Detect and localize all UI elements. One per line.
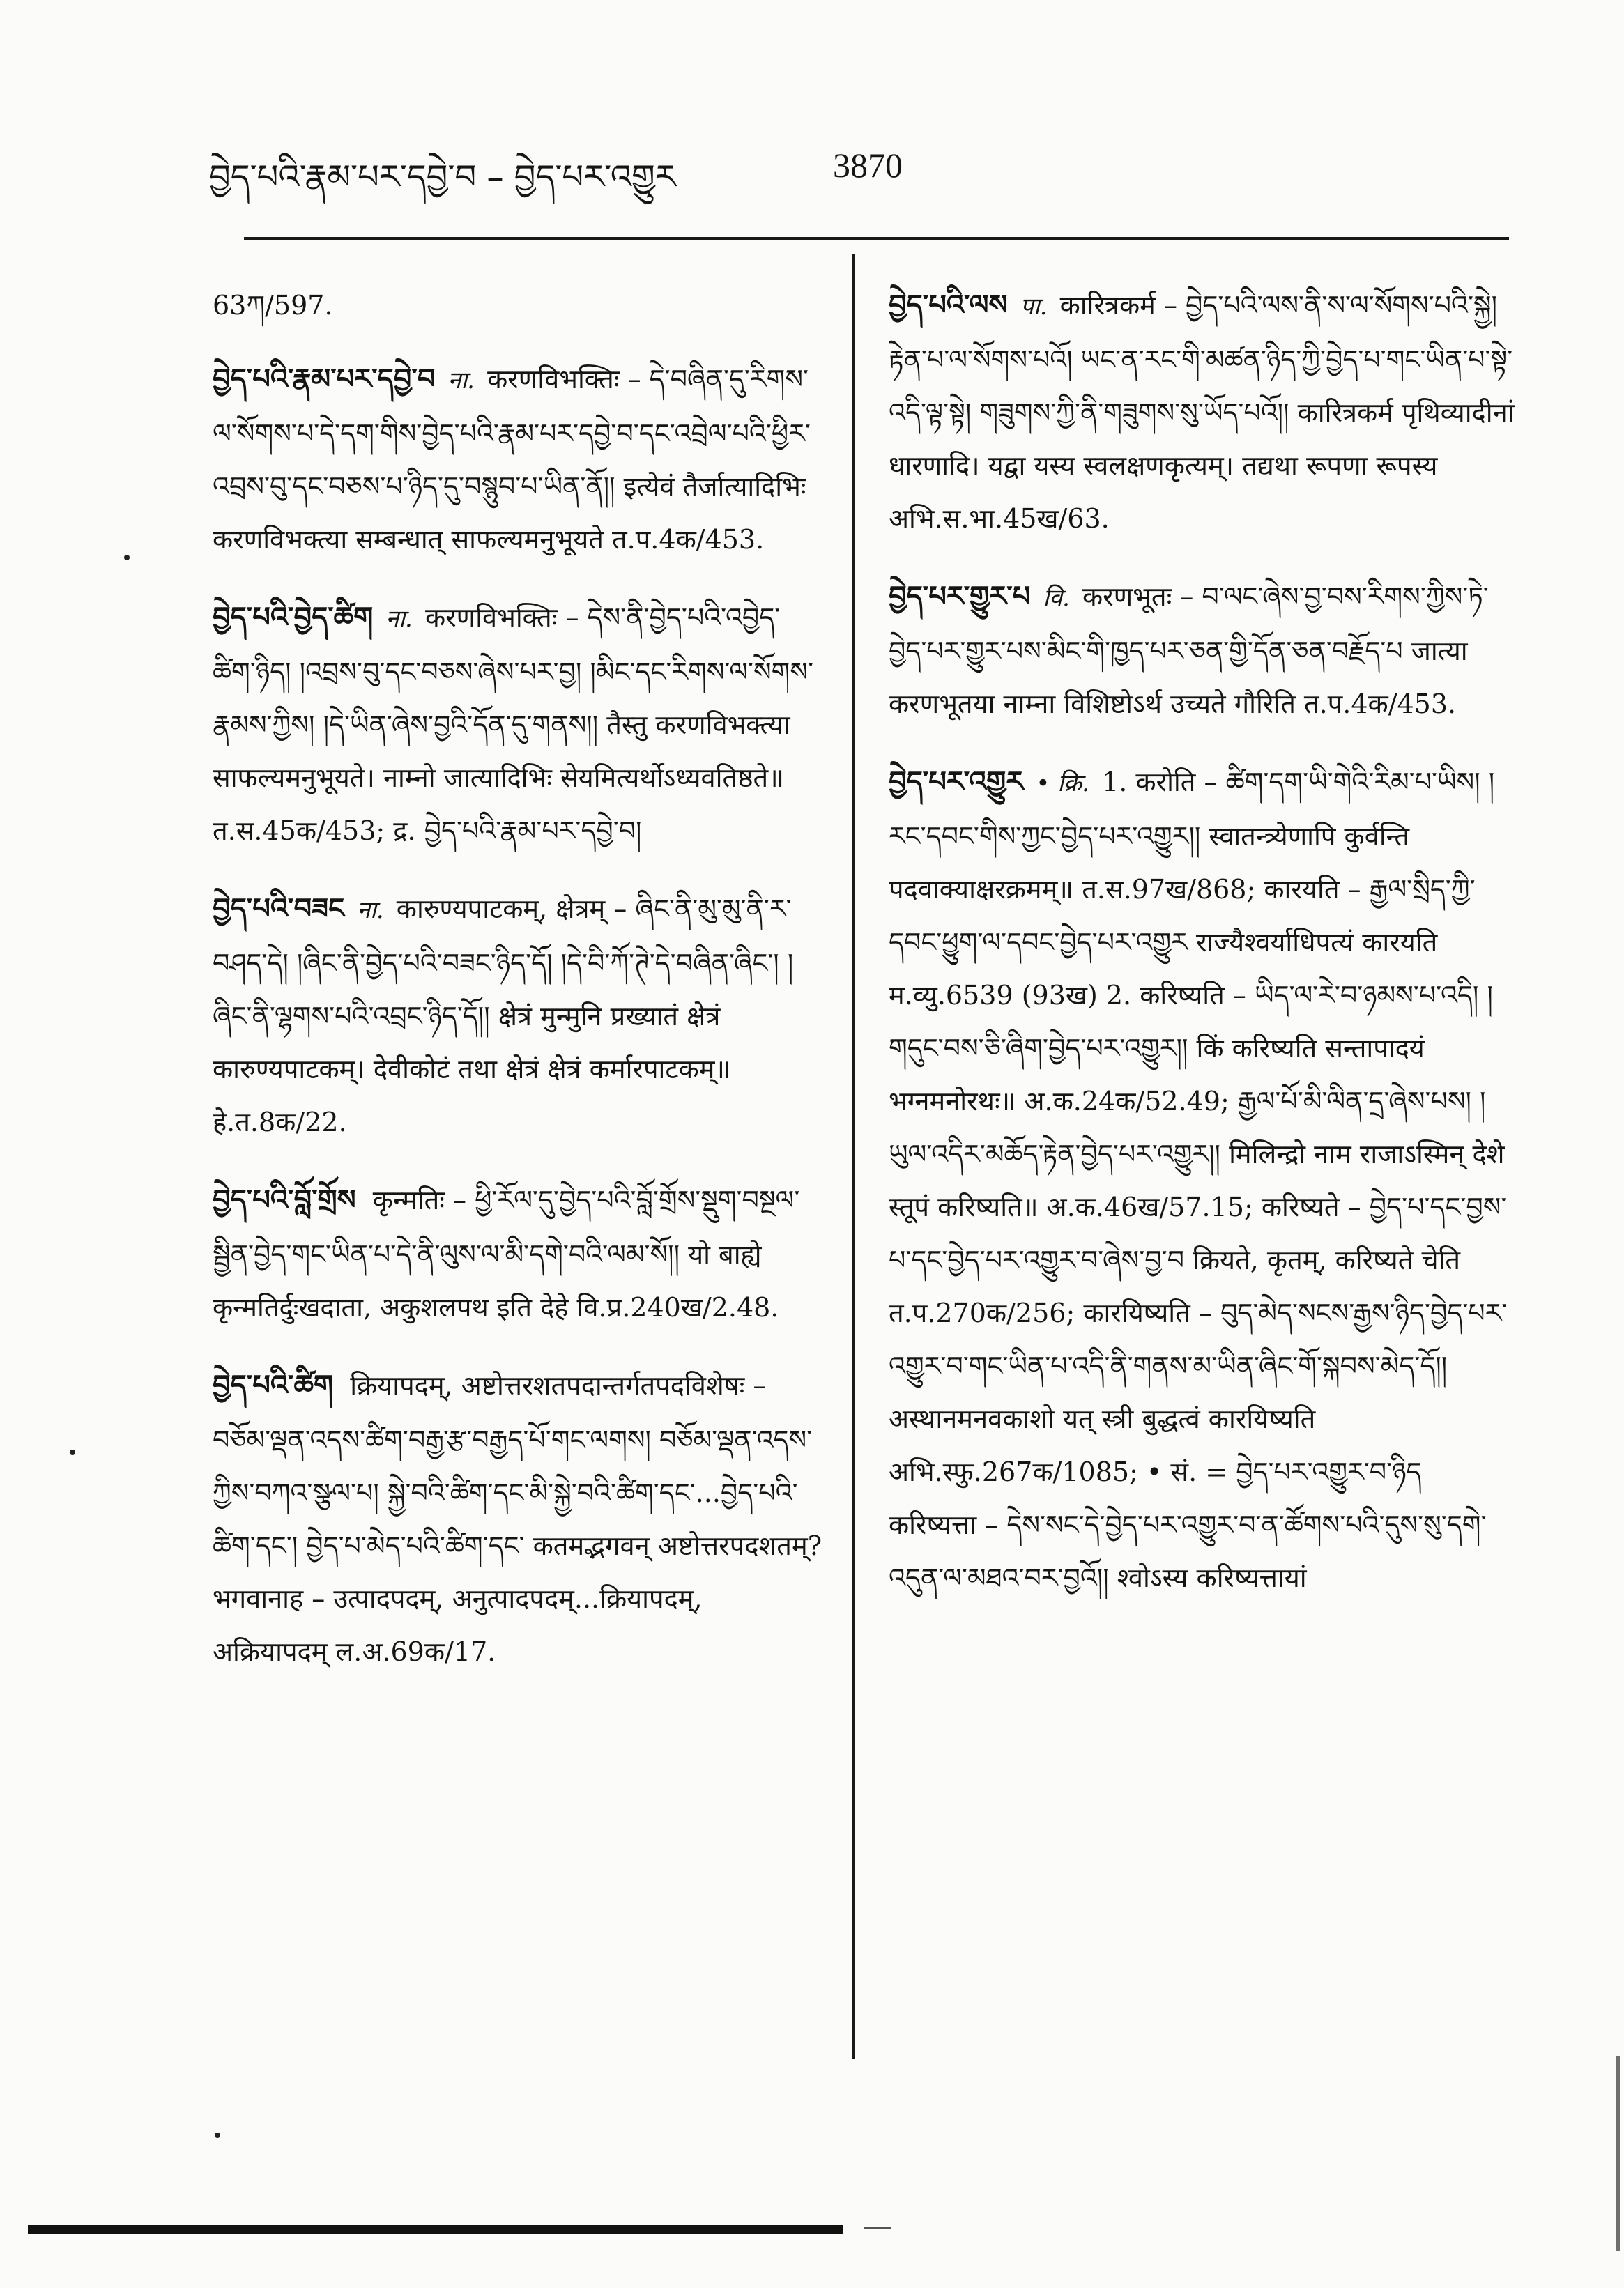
entry-body: करणविभक्तिः – དེས་ནི་བྱེད་པའི་འབྱེད་ཚིག་ཉིད། །འབྲས་བུ་དང་བཅས་ཞེས་པར་བྱ། །མིང་དང་རིགས་ལ་སོགས་རྣམས་ཀྱིས། །དེ་ཡིན་ཞེས་བྱའི་དོན་དུ་གནས།། तैस्तु करणविभक्त्या साफल्यमनुभूयते। नाम्नो जात्यादिभिः सेयमित्यर्थोऽध्यवतिष्ठते॥ त.स.45क/453; द्र. བྱེད་པའི་རྣམ་པར་དབྱེ་བ། <box>213 602 814 846</box>
left-column <box>213 279 822 1703</box>
entry-pos-abbr <box>342 1373 350 1401</box>
dictionary-entry <box>213 1359 822 1678</box>
bottom-rule <box>28 2225 843 2234</box>
entry-body: करणविभक्तिः – དེ་བཞིན་དུ་རིགས་ལ་སོགས་པ་དེ་དག་གིས་བྱེད་པའི་རྣམ་པར་དབྱེ་བ་དང་འབྲེལ་པའི་ཕྱིར་འབྲས་བུ་དང་བཅས་པ་ཉིད་དུ་བསྙུབ་པ་ཡིན་ནོ།། इत्येवं तैर्जात्यादिभिः करणविभक्त्या सम्बन्धात् साफल्यमनुभूयते त.प.4क/453. <box>213 364 811 555</box>
dictionary-entry <box>213 591 822 857</box>
entry-pos-abbr: ना. <box>385 605 413 633</box>
column-divider <box>852 254 855 2059</box>
entry-body: 1. करोति – ཚིག་དག་ཡི་གེའི་རིམ་པ་ཡིས། །རང་དབང་གིས་ཀྱང་བྱེད་པར་འགྱུར།། स्वातन्त्र्येणापि कुर्वन्ति पदवाक्याक्षरक्रमम्॥ त.स.97ख/868; कारयति – རྒྱལ་སྲིད་ཀྱི་དབང་ཕྱུག་ལ་དབང་བྱེད་པར་འགྱུར राज्यैश्वर्याधिपत्यं कारयति म.व्यु.6539 (93ख) 2. करिष्यति – ཡིད་ལ་རེ་བ་ཉམས་པ་འདི། །གདུང་བས་ཅི་ཞིག་བྱེད་པར་འགྱུར།། किं करिष्यति सन्तापादयं भग्नमनोरथः॥ अ.क.24क/52.49; རྒྱལ་པོ་མི་ལིན་དྲ་ཞེས་པས། །ཡུལ་འདིར་མཆོད་རྟེན་བྱེད་པར་འགྱུར།། मिलिन्द्रो नाम राजाऽस्मिन् देशे स्तूपं करिष्यति॥ अ.क.46ख/57.15; करिष्यते – བྱེད་པ་དང་བྱས་པ་དང་བྱེད་པར་འགྱུར་བ་ཞེས་བྱ་བ क्रियते, कृतम्, करिष्यते चेति त.प.270क/256; कारयिष्यति – བུད་མེད་སངས་རྒྱས་ཉིད་བྱེད་པར་འགྱུར་བ་གང་ཡིན་པ་འདི་ནི་གནས་མ་ཡིན་ཞིང་གོ་སྐབས་མེད་དོ།། अस्थानमनवकाशो यत् स्त्री बुद्धत्वं कारयिष्यति अभि.स्फु.267क/1085; • सं. = བྱེད་པར་འགྱུར་བ་ཉིད करिष्यत्ता – དེས་སང་དེ་བྱེད་པར་འགྱུར་བ་ན་ཚོགས་པའི་དུས་སུ་དགེ་འདུན་ལ་མཐའ་བར་བྱའོ།། श्वोऽस्य करिष्यत्तायां <box>889 767 1508 1593</box>
running-head: བྱེད་པའི་རྣམ་པར་དབྱེ་བ – བྱེད་པར་འགྱུར <box>209 158 676 197</box>
entry-headword: བྱེད་པའི་བཟང <box>213 892 345 925</box>
dictionary-entry <box>213 882 822 1149</box>
entry-body: क्रियापदम्, अष्टोत्तरशतपदान्तर्गतपदविशेषः – བཅོམ་ལྡན་འདས་ཚིག་བརྒྱ་རྩ་བརྒྱད་པོ་གང་ལགས། བཅོམ་ལྡན་འདས་ཀྱིས་བཀའ་སྩལ་པ། སྐྱེ་བའི་ཚིག་དང་མི་སྐྱེ་བའི་ཚིག་དང་...བྱེད་པའི་ཚིག་དང་། བྱེད་པ་མེད་པའི་ཚིག་དང་ कतमद्भगवन् अष्टोत्तरपदशतम्? भगवानाह – उत्पादपदम्, अनुत्पादपदम्...क्रियापदम्, अक्रियापदम् ल.अ.69क/17. <box>213 1370 822 1667</box>
entry-pos-abbr: • क्रि. <box>1036 769 1089 797</box>
entry-pos-abbr: पा. <box>1020 293 1048 321</box>
entry-headword: བྱེད་པར་གྱུར་པ <box>889 580 1031 613</box>
dictionary-entry <box>213 1174 822 1334</box>
entry-pos-abbr: ना. <box>357 896 384 924</box>
entry-body: कारित्रकर्म – བྱེད་པའི་ལས་ནི་ས་ལ་སོགས་པའི་སྐྱེ། རྟེན་པ་ལ་སོགས་པའོ། ཡང་ན་རང་གི་མཚན་ཉིད་ཀྱི་བྱེད་པ་གང་ཡིན་པ་སྟེ་འདི་ལྟ་སྟེ། གཟུགས་ཀྱི་ནི་གཟུགས་སུ་ཡོད་པའོ།། कारित्रकर्म पृथिव्यादीनां धारणादि। यद्वा यस्य स्वलक्षणकृत्यम्। तद्यथा रूपणा रूपस्य अभि.स.भा.45ख/63. <box>889 290 1515 534</box>
entry-body: कारुण्यपाटकम्, क्षेत्रम् – ཞིང་ནི་མུ་མུ་ནི་ར་བཤད་དེ། །ཞིང་ནི་བྱེད་པའི་བཟང་ཉིད་དོ། །དེ་བི་ཀོ་ཊེ་དེ་བཞིན་ཞིང་། །ཞིང་ནི་ལྷགས་པའི་འབྲང་ཉིད་དོ།། क्षेत्रं मुन्मुनि प्रख्यातं क्षेत्रं कारुण्यपाटकम्। देवीकोटं तथा क्षेत्रं क्षेत्रं कर्मारपाटकम्॥ हे.त.8क/22. <box>213 893 794 1137</box>
entry-pos-abbr: ना. <box>447 367 475 394</box>
bottom-dash <box>864 2227 891 2229</box>
scan-speck <box>70 1450 75 1455</box>
entry-body: कृन्मतिः – ཕྱི་རོལ་དུ་བྱེད་པའི་བློ་གྲོས་སྡུག་བསྔལ་སྦྱིན་བྱེད་གང་ཡིན་པ་དེ་ནི་ལུས་ལ་མི་དགེ་བའི་ལམ་སོ།། यो बाह्ये कृन्मतिर्दुःखदाता, अकुशलपथ इति देहे वि.प्र.240ख/2.48. <box>213 1185 800 1323</box>
entry-body: करणभूतः – བ་ལང་ཞེས་བྱ་བས་རིགས་ཀྱིས་ཏེ་བྱེད་པར་གྱུར་པས་མིང་གི་ཁྱད་པར་ཅན་གྱི་དོན་ཅན་བརྗོད་པ जात्या करणभूतया नाम्ना विशिष्टोऽर्थ उच्यते गौरिति त.प.4क/453. <box>889 581 1489 719</box>
entry-headword: བྱེད་པའི་བློ་གྲོས <box>213 1183 356 1216</box>
entry-headword: བྱེད་པའི་བྱེད་ཚིག <box>213 601 374 634</box>
dictionary-entry <box>889 279 1516 545</box>
entry-headword: བྱེད་པའི་རྣམ་པར་དབྱེ་བ <box>213 362 436 395</box>
scan-speck <box>215 2133 220 2138</box>
right-column <box>889 279 1516 1629</box>
page-number: 3870 <box>833 146 903 185</box>
scan-speck <box>124 555 130 560</box>
entry-headword: བྱེད་པའི་ལས <box>889 289 1008 321</box>
entry-headword: བྱེད་པའི་ཚིག <box>213 1369 334 1402</box>
entry-pos-abbr <box>365 1188 373 1215</box>
dictionary-entry <box>889 755 1516 1604</box>
entry-pos-abbr: वि. <box>1043 584 1070 612</box>
scan-edge-mark <box>1616 2056 1620 2251</box>
continuation-text: 63ཀ/597. <box>213 290 333 321</box>
entry-headword: བྱེད་པར་འགྱུར <box>889 765 1024 798</box>
dictionary-entry <box>213 353 822 566</box>
dictionary-entry <box>889 570 1516 730</box>
top-rule <box>244 237 1509 240</box>
